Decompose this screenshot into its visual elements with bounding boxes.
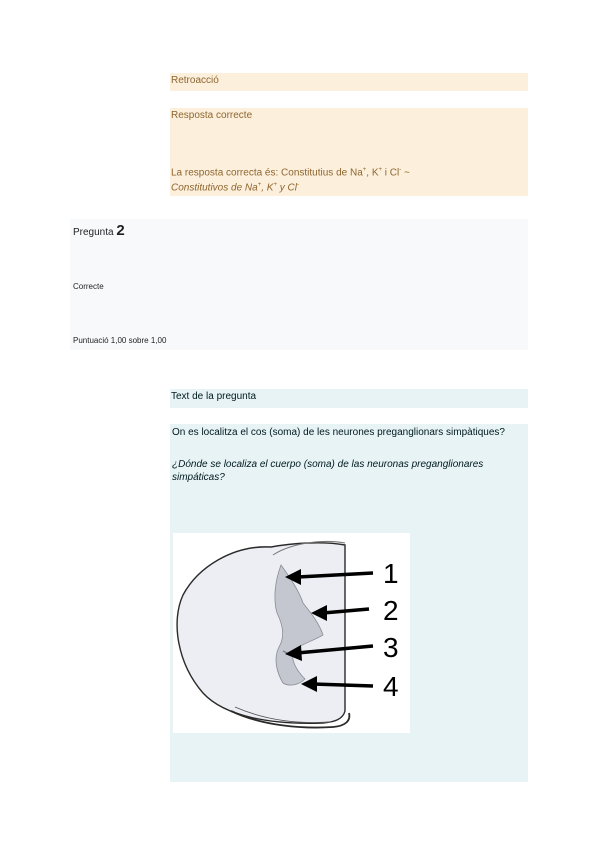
figure-label-1: 1 (383, 558, 399, 589)
figure-label-4: 4 (383, 671, 399, 702)
question-info-panel (70, 219, 528, 350)
plus-sign: + (362, 167, 367, 173)
question-state: Correcte (73, 282, 104, 291)
plus-sign: + (273, 182, 277, 189)
answer-k: , K (366, 167, 379, 179)
plus-sign: + (257, 182, 262, 189)
question-text-ca: On es localitza el cos (soma) de les neurones preganglionars simpàtiques? (172, 427, 505, 438)
question-text-panel (170, 424, 528, 782)
answer-prefix: La resposta correcta és: Constitutius de Na (171, 167, 363, 179)
correct-answer-es (171, 179, 521, 194)
answer-cl: i Cl (382, 167, 400, 179)
question-label: Pregunta (73, 227, 114, 238)
question-number-value: 2 (116, 222, 125, 239)
answer-es-k: , K (261, 182, 274, 194)
answer-es-prefix: Constitutivos de Na (171, 182, 258, 194)
correct-answer (171, 164, 521, 195)
spinal-cord-diagram (173, 533, 410, 733)
question-number (73, 222, 125, 242)
question-text-es: ¿Dónde se localiza el cuerpo (soma) de las neuronas preganglionares simpáticas? (172, 459, 484, 483)
spinal-cord-figure (173, 533, 410, 733)
feedback-heading: Retroacció (170, 73, 528, 91)
question-grade: Puntuació 1,00 sobre 1,00 (73, 336, 167, 345)
plus-sign: + (378, 167, 383, 173)
minus-sign: - (296, 182, 299, 189)
figure-label-3: 3 (383, 632, 399, 663)
feedback-panel (170, 108, 528, 196)
feedback-verdict: Resposta correcte (171, 110, 253, 121)
question-text-heading: Text de la pregunta (170, 389, 528, 408)
figure-label-2: 2 (383, 595, 399, 626)
answer-tilde: ~ (401, 167, 410, 179)
answer-es-cl: y Cl (276, 182, 297, 194)
minus-sign: - (399, 167, 402, 173)
